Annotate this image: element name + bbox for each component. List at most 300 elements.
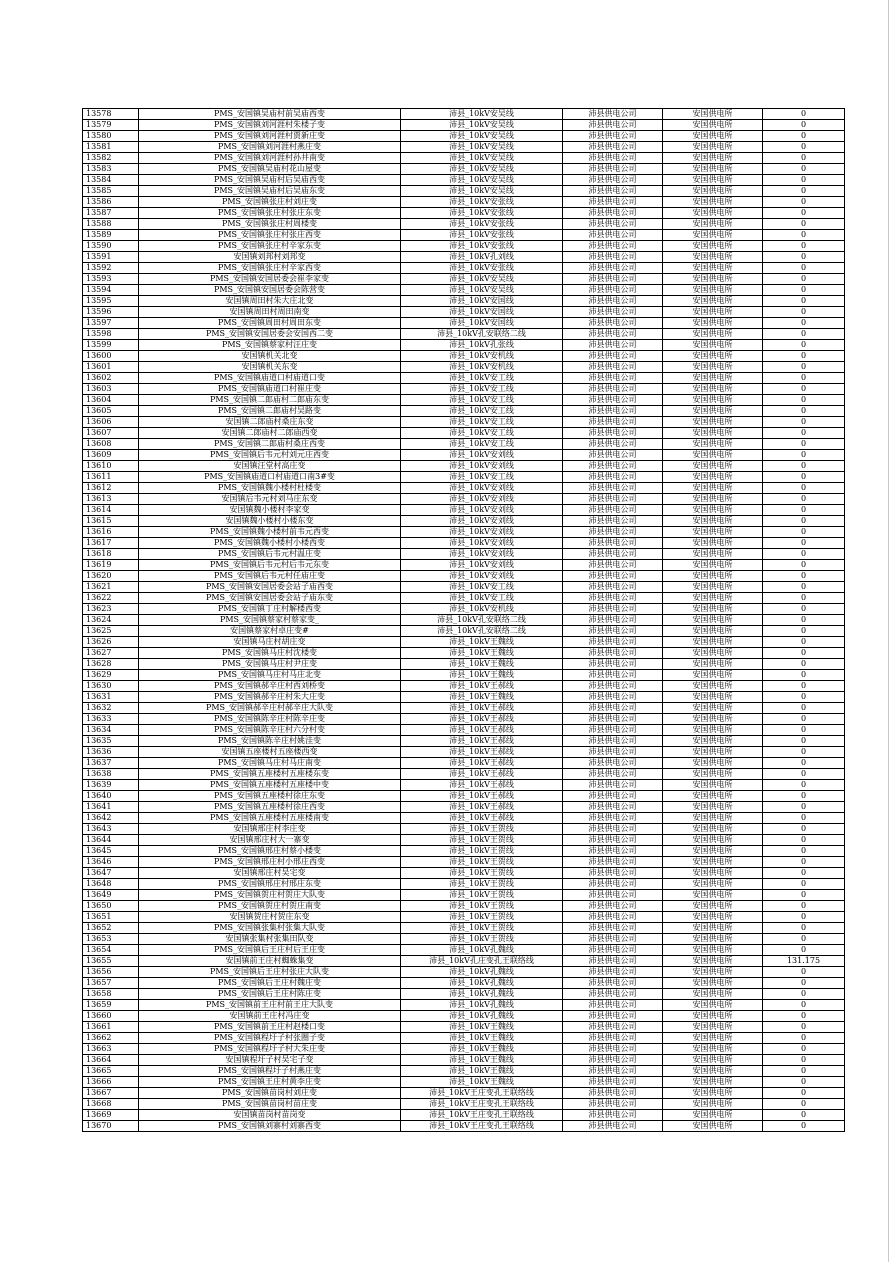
feeder-line-cell: 沛县_10kV安工线 (401, 395, 563, 406)
row-id-cell: 13609 (83, 450, 139, 461)
value-cell: 0 (763, 989, 845, 1000)
feeder-line-cell: 沛县_10kV安刘线 (401, 516, 563, 527)
value-cell: 0 (763, 703, 845, 714)
transformer-name-cell: 安国镇魏小楼村李家变 (139, 505, 401, 516)
transformer-name-cell: PMS_安国镇程圩子村张圈子变 (139, 1033, 401, 1044)
table-row (83, 659, 845, 670)
transformer-name-cell: PMS_安国镇马庄村尹庄变 (139, 659, 401, 670)
row-id-cell: 13631 (83, 692, 139, 703)
table-row (83, 1088, 845, 1099)
transformer-name-cell: PMS_安国镇吴庙村花山屋变 (139, 164, 401, 175)
transformer-name-cell: PMS_安国镇五座楼村五座楼中变 (139, 780, 401, 791)
table-row (83, 835, 845, 846)
station-cell: 安国供电所 (663, 846, 763, 857)
transformer-name-cell: PMS_安国镇安国居委会站子庙东变 (139, 593, 401, 604)
station-cell: 安国供电所 (663, 956, 763, 967)
value-cell: 0 (763, 802, 845, 813)
table-row (83, 1044, 845, 1055)
table-row (83, 747, 845, 758)
feeder-line-cell: 沛县_10kV王魏线 (401, 659, 563, 670)
table-row (83, 351, 845, 362)
transformer-name-cell: 安国镇周田村周田南变 (139, 307, 401, 318)
value-cell: 0 (763, 582, 845, 593)
row-id-cell: 13647 (83, 868, 139, 879)
value-cell: 0 (763, 1055, 845, 1066)
value-cell: 0 (763, 197, 845, 208)
station-cell: 安国供电所 (663, 175, 763, 186)
value-cell: 0 (763, 164, 845, 175)
feeder-line-cell: 沛县_10kV安吴线 (401, 175, 563, 186)
transformer-name-cell: PMS_安国镇张集村张集大队变 (139, 923, 401, 934)
station-cell: 安国供电所 (663, 1055, 763, 1066)
row-id-cell: 13669 (83, 1110, 139, 1121)
table-row (83, 208, 845, 219)
table-row (83, 780, 845, 791)
station-cell: 安国供电所 (663, 109, 763, 120)
table-row (83, 494, 845, 505)
value-cell: 0 (763, 560, 845, 571)
company-cell: 沛县供电公司 (563, 846, 663, 857)
station-cell: 安国供电所 (663, 736, 763, 747)
value-cell: 0 (763, 758, 845, 769)
station-cell: 安国供电所 (663, 659, 763, 670)
table-row (83, 802, 845, 813)
table-row (83, 450, 845, 461)
feeder-line-cell: 沛县_10kV安吴线 (401, 285, 563, 296)
company-cell: 沛县供电公司 (563, 549, 663, 560)
feeder-line-cell: 沛县_10kV安工线 (401, 582, 563, 593)
row-id-cell: 13660 (83, 1011, 139, 1022)
feeder-line-cell: 沛县_10kV孔安联络二线 (401, 615, 563, 626)
table-row (83, 153, 845, 164)
feeder-line-cell: 沛县_10kV王贺线 (401, 923, 563, 934)
feeder-line-cell: 沛县_10kV安张线 (401, 208, 563, 219)
feeder-line-cell: 沛县_10kV安机线 (401, 351, 563, 362)
station-cell: 安国供电所 (663, 120, 763, 131)
table-row (83, 736, 845, 747)
transformer-name-cell: PMS_安国镇后韦元村刘元庄西变 (139, 450, 401, 461)
row-id-cell: 13605 (83, 406, 139, 417)
feeder-line-cell: 沛县_10kV王魏线 (401, 1044, 563, 1055)
company-cell: 沛县供电公司 (563, 230, 663, 241)
station-cell: 安国供电所 (663, 131, 763, 142)
value-cell: 0 (763, 483, 845, 494)
station-cell: 安国供电所 (663, 373, 763, 384)
value-cell: 0 (763, 461, 845, 472)
transformer-name-cell: PMS_安国镇丁庄村解楼西变 (139, 604, 401, 615)
row-id-cell: 13611 (83, 472, 139, 483)
company-cell: 沛县供电公司 (563, 1000, 663, 1011)
value-cell: 0 (763, 824, 845, 835)
company-cell: 沛县供电公司 (563, 373, 663, 384)
table-row (83, 681, 845, 692)
station-cell: 安国供电所 (663, 1088, 763, 1099)
transformer-name-cell: PMS_安国镇贺庄村贺庄大队变 (139, 890, 401, 901)
value-cell: 0 (763, 1022, 845, 1033)
station-cell: 安国供电所 (663, 560, 763, 571)
company-cell: 沛县供电公司 (563, 956, 663, 967)
company-cell: 沛县供电公司 (563, 967, 663, 978)
value-cell: 0 (763, 494, 845, 505)
company-cell: 沛县供电公司 (563, 1055, 663, 1066)
row-id-cell: 13620 (83, 571, 139, 582)
feeder-line-cell: 沛县_10kV王魏线 (401, 1022, 563, 1033)
table-row (83, 516, 845, 527)
value-cell: 0 (763, 450, 845, 461)
transformer-name-cell: PMS_安国镇张庄村张庄西变 (139, 230, 401, 241)
station-cell: 安国供电所 (663, 912, 763, 923)
feeder-line-cell: 沛县_10kV安机线 (401, 604, 563, 615)
table-row (83, 1033, 845, 1044)
feeder-line-cell: 沛县_10kV安张线 (401, 263, 563, 274)
table-row (83, 593, 845, 604)
value-cell: 0 (763, 252, 845, 263)
table-row (83, 813, 845, 824)
row-id-cell: 13630 (83, 681, 139, 692)
transformer-name-cell: PMS_安国镇庙道口村庙道口变 (139, 373, 401, 384)
company-cell: 沛县供电公司 (563, 692, 663, 703)
company-cell: 沛县供电公司 (563, 164, 663, 175)
transformer-name-cell: PMS_安国镇张庄村辛家西变 (139, 263, 401, 274)
value-cell: 0 (763, 604, 845, 615)
feeder-line-cell: 沛县_10kV王贺线 (401, 912, 563, 923)
feeder-line-cell: 沛县_10kV安刘线 (401, 527, 563, 538)
station-cell: 安国供电所 (663, 1099, 763, 1110)
feeder-line-cell: 沛县_10kV王魏线 (401, 648, 563, 659)
feeder-line-cell: 沛县_10kV孔魏线 (401, 967, 563, 978)
transformer-name-cell: PMS_安国镇郝辛庄村西刘桥变 (139, 681, 401, 692)
value-cell: 0 (763, 1000, 845, 1011)
row-id-cell: 13666 (83, 1077, 139, 1088)
transformer-name-cell: PMS_安国镇吴庙村前吴庙西变 (139, 109, 401, 120)
row-id-cell: 13596 (83, 307, 139, 318)
transformer-name-cell: PMS_安国镇陈辛庄村陈辛庄变 (139, 714, 401, 725)
transformer-name-cell: PMS_安国镇邢庄村邢庄东变 (139, 879, 401, 890)
feeder-line-cell: 沛县_10kV孔魏线 (401, 978, 563, 989)
value-cell: 0 (763, 967, 845, 978)
company-cell: 沛县供电公司 (563, 142, 663, 153)
station-cell: 安国供电所 (663, 153, 763, 164)
transformer-name-cell: 安国镇刘邦村刘邦变 (139, 252, 401, 263)
transformer-name-cell: PMS_安国镇吴庙村后吴庙东变 (139, 186, 401, 197)
row-id-cell: 13659 (83, 1000, 139, 1011)
table-row (83, 362, 845, 373)
feeder-line-cell: 沛县_10kV王魏线 (401, 670, 563, 681)
station-cell: 安国供电所 (663, 307, 763, 318)
feeder-line-cell: 沛县_10kV安工线 (401, 472, 563, 483)
value-cell: 0 (763, 527, 845, 538)
station-cell: 安国供电所 (663, 274, 763, 285)
row-id-cell: 13636 (83, 747, 139, 758)
table-row (83, 197, 845, 208)
feeder-line-cell: 沛县_10kV王魏线 (401, 692, 563, 703)
row-id-cell: 13641 (83, 802, 139, 813)
row-id-cell: 13655 (83, 956, 139, 967)
row-id-cell: 13648 (83, 879, 139, 890)
company-cell: 沛县供电公司 (563, 263, 663, 274)
table-row (83, 857, 845, 868)
row-id-cell: 13616 (83, 527, 139, 538)
value-cell: 0 (763, 296, 845, 307)
row-id-cell: 13625 (83, 626, 139, 637)
company-cell: 沛县供电公司 (563, 582, 663, 593)
value-cell: 0 (763, 1033, 845, 1044)
transformer-name-cell: PMS_安国镇苗岗村刘庄变 (139, 1088, 401, 1099)
station-cell: 安国供电所 (663, 780, 763, 791)
station-cell: 安国供电所 (663, 769, 763, 780)
table-row (83, 296, 845, 307)
feeder-line-cell: 沛县_10kV孔安联络二线 (401, 329, 563, 340)
feeder-line-cell: 沛县_10kV孔魏线 (401, 945, 563, 956)
station-cell: 安国供电所 (663, 703, 763, 714)
company-cell: 沛县供电公司 (563, 945, 663, 956)
row-id-cell: 13621 (83, 582, 139, 593)
company-cell: 沛县供电公司 (563, 879, 663, 890)
station-cell: 安国供电所 (663, 626, 763, 637)
station-cell: 安国供电所 (663, 1022, 763, 1033)
transformer-name-cell: 安国镇二郎庙村二郎庙西变 (139, 428, 401, 439)
value-cell: 0 (763, 747, 845, 758)
station-cell: 安国供电所 (663, 516, 763, 527)
table-row (83, 1121, 845, 1132)
table-row (83, 384, 845, 395)
station-cell: 安国供电所 (663, 813, 763, 824)
feeder-line-cell: 沛县_10kV王贺线 (401, 868, 563, 879)
table-row (83, 285, 845, 296)
transformer-name-cell: PMS_安国镇庙道口村庙道口南3#变 (139, 472, 401, 483)
feeder-line-cell: 沛县_10kV王贺线 (401, 879, 563, 890)
value-cell: 0 (763, 186, 845, 197)
station-cell: 安国供电所 (663, 538, 763, 549)
table-row (83, 439, 845, 450)
station-cell: 安国供电所 (663, 252, 763, 263)
company-cell: 沛县供电公司 (563, 769, 663, 780)
station-cell: 安国供电所 (663, 978, 763, 989)
row-id-cell: 13661 (83, 1022, 139, 1033)
row-id-cell: 13606 (83, 417, 139, 428)
transformer-name-cell: 安国镇后韦元村刘马庄东变 (139, 494, 401, 505)
station-cell: 安国供电所 (663, 615, 763, 626)
table-row (83, 1011, 845, 1022)
station-cell: 安国供电所 (663, 142, 763, 153)
company-cell: 沛县供电公司 (563, 1066, 663, 1077)
transformer-name-cell: 安国镇前王庄村冯庄变 (139, 1011, 401, 1022)
feeder-line-cell: 沛县_10kV安工线 (401, 417, 563, 428)
station-cell: 安国供电所 (663, 472, 763, 483)
transformer-name-cell: PMS_安国镇马庄村沈楼变 (139, 648, 401, 659)
value-cell: 0 (763, 406, 845, 417)
value-cell: 131.175 (763, 956, 845, 967)
feeder-line-cell: 沛县_10kV王贺线 (401, 901, 563, 912)
company-cell: 沛县供电公司 (563, 406, 663, 417)
table-row (83, 560, 845, 571)
value-cell: 0 (763, 329, 845, 340)
row-id-cell: 13619 (83, 560, 139, 571)
row-id-cell: 13656 (83, 967, 139, 978)
feeder-line-cell: 沛县_10kV安吴线 (401, 120, 563, 131)
transformer-name-cell: 安国镇魏小楼村小楼东变 (139, 516, 401, 527)
feeder-line-cell: 沛县_10kV安张线 (401, 241, 563, 252)
station-cell: 安国供电所 (663, 890, 763, 901)
transformer-name-cell: 安国镇前王庄村蜘蛛集变 (139, 956, 401, 967)
table-row (83, 890, 845, 901)
value-cell: 0 (763, 274, 845, 285)
value-cell: 0 (763, 901, 845, 912)
row-id-cell: 13649 (83, 890, 139, 901)
company-cell: 沛县供电公司 (563, 637, 663, 648)
transformer-name-cell: PMS_安国镇张庄村张庄东变 (139, 208, 401, 219)
transformer-name-cell: PMS_安国镇刘寨村刘寨西变 (139, 1121, 401, 1132)
feeder-line-cell: 沛县_10kV王庄变孔王联络线 (401, 1121, 563, 1132)
station-cell: 安国供电所 (663, 1110, 763, 1121)
company-cell: 沛县供电公司 (563, 1033, 663, 1044)
feeder-line-cell: 沛县_10kV安吴线 (401, 131, 563, 142)
station-cell: 安国供电所 (663, 857, 763, 868)
feeder-line-cell: 沛县_10kV安刘线 (401, 549, 563, 560)
feeder-line-cell: 沛县_10kV安吴线 (401, 186, 563, 197)
table-row (83, 252, 845, 263)
station-cell: 安国供电所 (663, 395, 763, 406)
feeder-line-cell: 沛县_10kV王贺线 (401, 857, 563, 868)
feeder-line-cell: 沛县_10kV王魏线 (401, 637, 563, 648)
station-cell: 安国供电所 (663, 362, 763, 373)
station-cell: 安国供电所 (663, 967, 763, 978)
row-id-cell: 13581 (83, 142, 139, 153)
feeder-line-cell: 沛县_10kV王庄变孔王联络线 (401, 1110, 563, 1121)
company-cell: 沛县供电公司 (563, 615, 663, 626)
row-id-cell: 13580 (83, 131, 139, 142)
company-cell: 沛县供电公司 (563, 571, 663, 582)
transformer-name-cell: PMS_安国镇后王庄村魏庄变 (139, 978, 401, 989)
station-cell: 安国供电所 (663, 505, 763, 516)
feeder-line-cell: 沛县_10kV王庄变孔王联络线 (401, 1099, 563, 1110)
station-cell: 安国供电所 (663, 439, 763, 450)
value-cell: 0 (763, 505, 845, 516)
transformer-name-cell: PMS_安国镇五座楼村五座楼南变 (139, 813, 401, 824)
transformer-name-cell: 安国镇机关北变 (139, 351, 401, 362)
row-id-cell: 13629 (83, 670, 139, 681)
value-cell: 0 (763, 230, 845, 241)
station-cell: 安国供电所 (663, 329, 763, 340)
station-cell: 安国供电所 (663, 483, 763, 494)
value-cell: 0 (763, 417, 845, 428)
company-cell: 沛县供电公司 (563, 923, 663, 934)
row-id-cell: 13642 (83, 813, 139, 824)
feeder-line-cell: 沛县_10kV孔魏线 (401, 1000, 563, 1011)
station-cell: 安国供电所 (663, 868, 763, 879)
company-cell: 沛县供电公司 (563, 758, 663, 769)
station-cell: 安国供电所 (663, 692, 763, 703)
row-id-cell: 13613 (83, 494, 139, 505)
feeder-line-cell: 沛县_10kV王郝线 (401, 802, 563, 813)
transformer-name-cell: PMS_安国镇魏小楼村杜楼变 (139, 483, 401, 494)
row-id-cell: 13634 (83, 725, 139, 736)
table-row (83, 373, 845, 384)
value-cell: 0 (763, 175, 845, 186)
table-row (83, 307, 845, 318)
table-row (83, 230, 845, 241)
station-cell: 安国供电所 (663, 604, 763, 615)
value-cell: 0 (763, 153, 845, 164)
company-cell: 沛县供电公司 (563, 560, 663, 571)
row-id-cell: 13624 (83, 615, 139, 626)
value-cell: 0 (763, 923, 845, 934)
station-cell: 安国供电所 (663, 1011, 763, 1022)
value-cell: 0 (763, 1044, 845, 1055)
station-cell: 安国供电所 (663, 285, 763, 296)
table-row (83, 461, 845, 472)
row-id-cell: 13601 (83, 362, 139, 373)
transformer-name-cell: PMS_安国镇后韦元村后韦元东变 (139, 560, 401, 571)
feeder-line-cell: 沛县_10kV王魏线 (401, 1066, 563, 1077)
table-row (83, 648, 845, 659)
feeder-line-cell: 沛县_10kV安工线 (401, 373, 563, 384)
table-row (83, 120, 845, 131)
transformer-name-cell: PMS_安国镇前王庄村赵楼口变 (139, 1022, 401, 1033)
value-cell: 0 (763, 351, 845, 362)
value-cell: 0 (763, 637, 845, 648)
company-cell: 沛县供电公司 (563, 604, 663, 615)
value-cell: 0 (763, 516, 845, 527)
transformer-name-cell: 安国镇五座楼村五座楼西变 (139, 747, 401, 758)
row-id-cell: 13646 (83, 857, 139, 868)
company-cell: 沛县供电公司 (563, 1121, 663, 1132)
row-id-cell: 13578 (83, 109, 139, 120)
feeder-line-cell: 沛县_10kV王魏线 (401, 1077, 563, 1088)
transformer-name-cell: PMS_安国镇后韦元村任庙庄变 (139, 571, 401, 582)
row-id-cell: 13623 (83, 604, 139, 615)
table-row (83, 824, 845, 835)
transformer-name-cell: PMS_安国镇前王庄村前王庄大队变 (139, 1000, 401, 1011)
table-row (83, 582, 845, 593)
feeder-line-cell: 沛县_10kV王郝线 (401, 813, 563, 824)
row-id-cell: 13615 (83, 516, 139, 527)
transformer-name-cell: PMS_安国镇蔡家村汪庄变 (139, 340, 401, 351)
station-cell: 安国供电所 (663, 263, 763, 274)
value-cell: 0 (763, 241, 845, 252)
row-id-cell: 13628 (83, 659, 139, 670)
station-cell: 安国供电所 (663, 791, 763, 802)
value-cell: 0 (763, 1077, 845, 1088)
company-cell: 沛县供电公司 (563, 791, 663, 802)
station-cell: 安国供电所 (663, 582, 763, 593)
station-cell: 安国供电所 (663, 549, 763, 560)
feeder-line-cell: 沛县_10kV孔刘线 (401, 252, 563, 263)
company-cell: 沛县供电公司 (563, 912, 663, 923)
feeder-line-cell: 沛县_10kV王郝线 (401, 714, 563, 725)
station-cell: 安国供电所 (663, 197, 763, 208)
row-id-cell: 13599 (83, 340, 139, 351)
value-cell: 0 (763, 934, 845, 945)
value-cell: 0 (763, 648, 845, 659)
value-cell: 0 (763, 1088, 845, 1099)
feeder-line-cell: 沛县_10kV安吴线 (401, 109, 563, 120)
row-id-cell: 13592 (83, 263, 139, 274)
row-id-cell: 13582 (83, 153, 139, 164)
transformer-name-cell: PMS_安国镇安国居委会崔李家变 (139, 274, 401, 285)
company-cell: 沛县供电公司 (563, 296, 663, 307)
value-cell: 0 (763, 1066, 845, 1077)
table-row (83, 219, 845, 230)
table-row (83, 692, 845, 703)
row-id-cell: 13612 (83, 483, 139, 494)
transformer-name-cell: PMS_安国镇刘河涯村孙井南变 (139, 153, 401, 164)
station-cell: 安国供电所 (663, 428, 763, 439)
station-cell: 安国供电所 (663, 494, 763, 505)
value-cell: 0 (763, 549, 845, 560)
table-row (83, 637, 845, 648)
feeder-line-cell: 沛县_10kV王郝线 (401, 703, 563, 714)
